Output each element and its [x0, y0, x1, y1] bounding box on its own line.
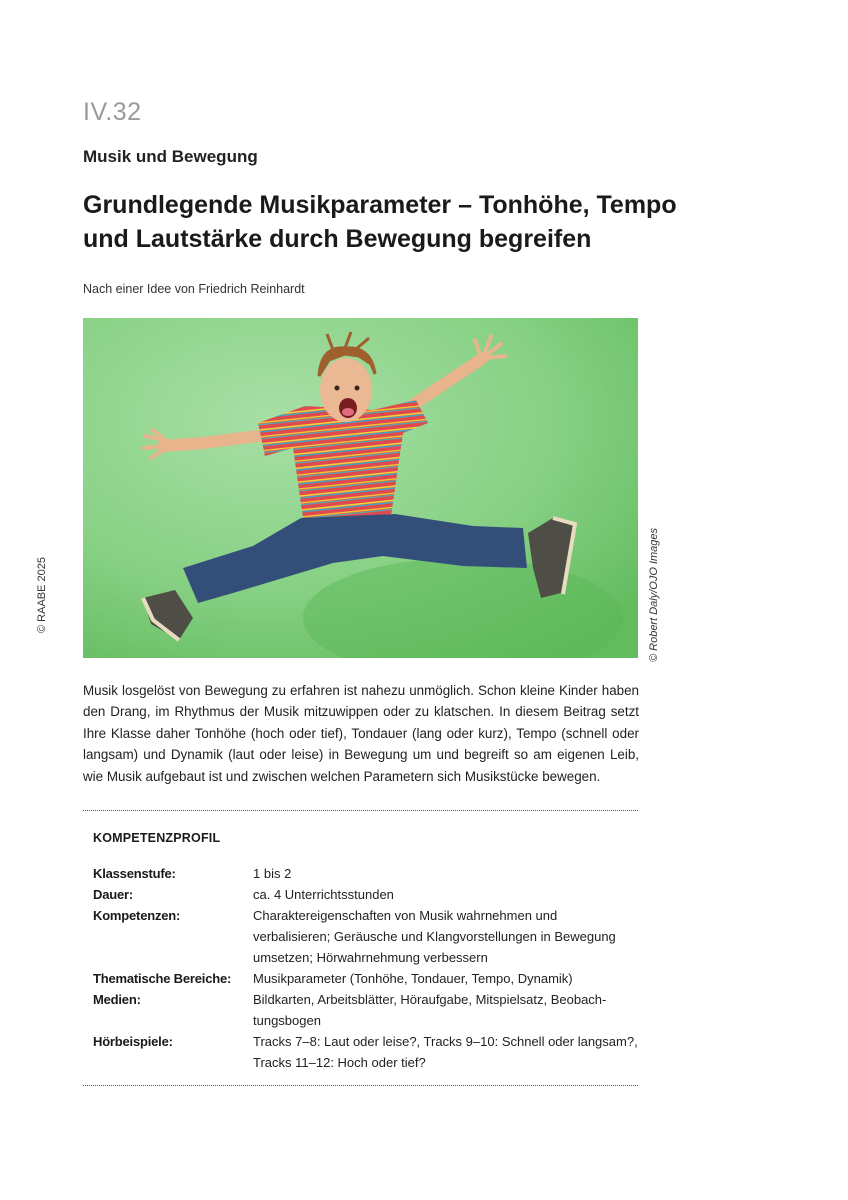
- title-line-2: und Lautstärke durch Bewegung begreifen: [83, 225, 592, 253]
- profile-label: Kompetenzen:: [93, 908, 181, 923]
- dotted-divider-top: [83, 810, 638, 811]
- profile-row-kompetenzen: [93, 905, 638, 968]
- right-eye: [355, 386, 360, 391]
- intro-paragraph: Musik losgelöst von Bewegung zu erfahren ist nahezu unmöglich. Schon kleine Kinder haben den Drang, im Rhythmus der Musik mitzuwippen oder zu klatschen. In diesem Beitrag setzt Ihre Klasse daher Tonhöhe (hoch oder tief), Tondauer (lang oder kurz), Tempo (schnell oder langsam) und Dynamik (laut oder leise) in Bewegung um und begreift so am eigenen Leib, wie Musik aufgebaut ist und zwischen welchen Parametern sich Musikstücke bewegen.: [83, 683, 639, 784]
- tongue: [342, 408, 354, 416]
- profile-label: Klassenstufe:: [93, 866, 176, 881]
- section-code: IV.32: [83, 98, 142, 126]
- profile-row-dauer: [93, 884, 638, 905]
- page-title: [83, 188, 683, 256]
- category-heading: Musik und Bewegung: [83, 147, 258, 166]
- profile-row-medien: [93, 989, 638, 1031]
- competence-profile: [93, 830, 638, 1073]
- profile-label: Thematische Bereiche:: [93, 971, 232, 986]
- profile-row-thematische-bereiche: [93, 968, 638, 989]
- profile-label: Hörbeispiele:: [93, 1034, 173, 1049]
- profile-value: Tracks 7–8: Laut oder leise?, Tracks 9–10: Schnell oder langsam?, Tracks 11–12: Hoch oder tief?: [253, 1034, 638, 1070]
- left-eye: [335, 386, 340, 391]
- profile-label: Dauer:: [93, 887, 133, 902]
- author-credit: Nach einer Idee von Friedrich Reinhardt: [83, 282, 305, 296]
- jumping-child-illustration: [83, 318, 638, 658]
- profile-heading: KOMPETENZPROFIL: [93, 831, 221, 845]
- profile-value: Charaktereigenschaften von Musik wahrnehmen und verbalisieren; Geräusche und Klangvorstellungen in Bewegung umsetzen; Hörwahrnehmung verbessern: [253, 908, 616, 965]
- photo-credit: © Robert Daly/OJO Images: [648, 527, 660, 663]
- profile-value: 1 bis 2: [253, 866, 292, 881]
- profile-label: Medien:: [93, 992, 141, 1007]
- profile-value: Musikparameter (Tonhöhe, Tondauer, Tempo, Dynamik): [253, 971, 573, 986]
- profile-value: ca. 4 Unterrichtsstunden: [253, 887, 394, 902]
- side-copyright: © RAABE 2025: [36, 557, 48, 633]
- profile-row-klassenstufe: [93, 863, 638, 884]
- dotted-divider-bottom: [83, 1085, 638, 1086]
- profile-value: Bildkarten, Arbeitsblätter, Höraufgabe, Mitspielsatz, Beobachtungsbogen: [253, 992, 607, 1028]
- profile-row-hoerbeispiele: [93, 1031, 638, 1073]
- title-line-1: Grundlegende Musikparameter – Tonhöhe, Tempo: [83, 191, 677, 219]
- hero-photo: [83, 318, 638, 658]
